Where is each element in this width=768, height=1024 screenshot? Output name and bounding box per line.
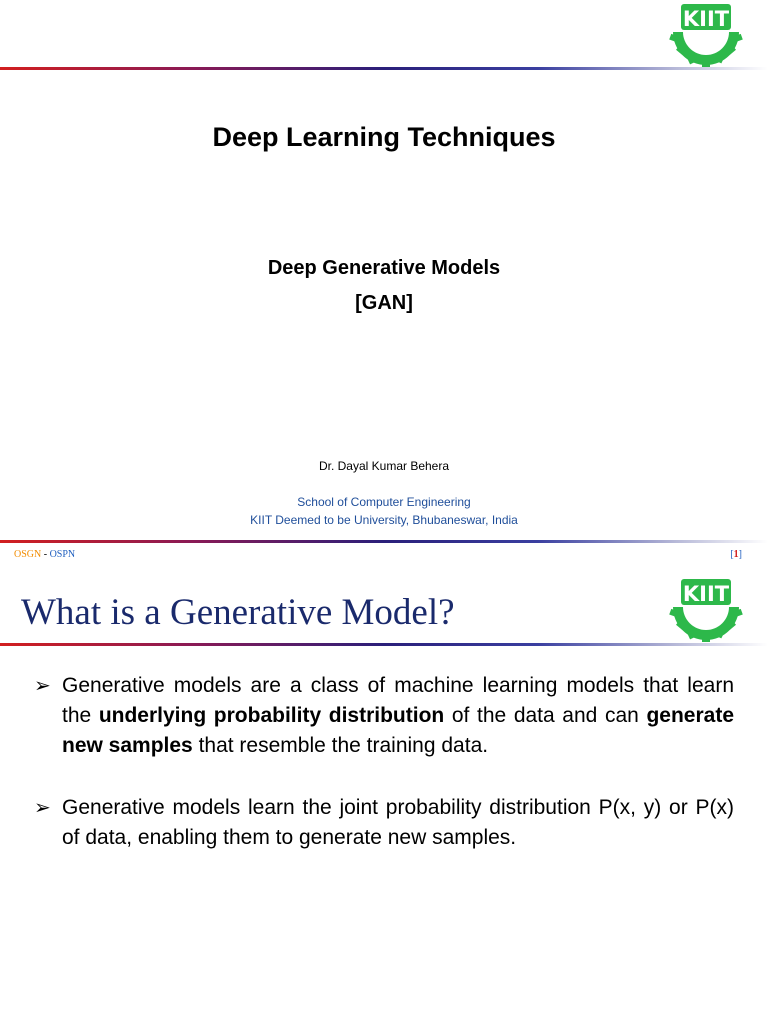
slide-footer-divider (0, 540, 768, 543)
kiit-logo (667, 577, 745, 643)
bullet-text-1: Generative models are a class of machine learning models that learn the underlying probability distribution of the data and can generate new samples that resemble the training data. (62, 674, 735, 757)
arrow-bullet-icon: ➢ (34, 675, 51, 697)
university-name: KIIT Deemed to be University, Bhubaneswar, India (250, 513, 518, 527)
page-number (730, 549, 742, 560)
bullet-text-2: Generative models learn the joint probability distribution P(x, y) or P(x) of data, enabling them to generate new samples. (62, 796, 734, 849)
emphasis-samples: generate new samples (62, 704, 735, 757)
bullet-item-1 (34, 671, 734, 761)
page-bracket-open: [ (730, 549, 734, 560)
bullet-item-2 (34, 793, 734, 853)
header-divider (0, 67, 768, 70)
emphasis-distribution: underlying probability distribution (98, 704, 445, 727)
footer-code-1: OSGN (14, 549, 42, 560)
svg-text:KIIT: KIIT (682, 7, 730, 31)
school-name: School of Computer Engineering (297, 495, 471, 509)
svg-text:KIIT: KIIT (682, 582, 730, 606)
footer-code-2: OSPN (49, 549, 76, 560)
kiit-logo (667, 2, 745, 68)
page-bracket-close: ] (738, 549, 742, 560)
footer-separator: - (41, 549, 50, 560)
page-number-value: 1 (733, 549, 739, 560)
arrow-bullet-icon: ➢ (34, 797, 51, 819)
footer-course-code (14, 549, 75, 560)
presentation-title: Deep Learning Techniques (212, 122, 556, 152)
subtitle-line-2: [GAN] (355, 292, 413, 314)
author-name: Dr. Dayal Kumar Behera (318, 459, 450, 473)
title-divider (0, 643, 768, 646)
subtitle-line-1: Deep Generative Models (267, 257, 501, 279)
content-slide (0, 545, 768, 1024)
slide-title: What is a Generative Model? (21, 592, 455, 633)
